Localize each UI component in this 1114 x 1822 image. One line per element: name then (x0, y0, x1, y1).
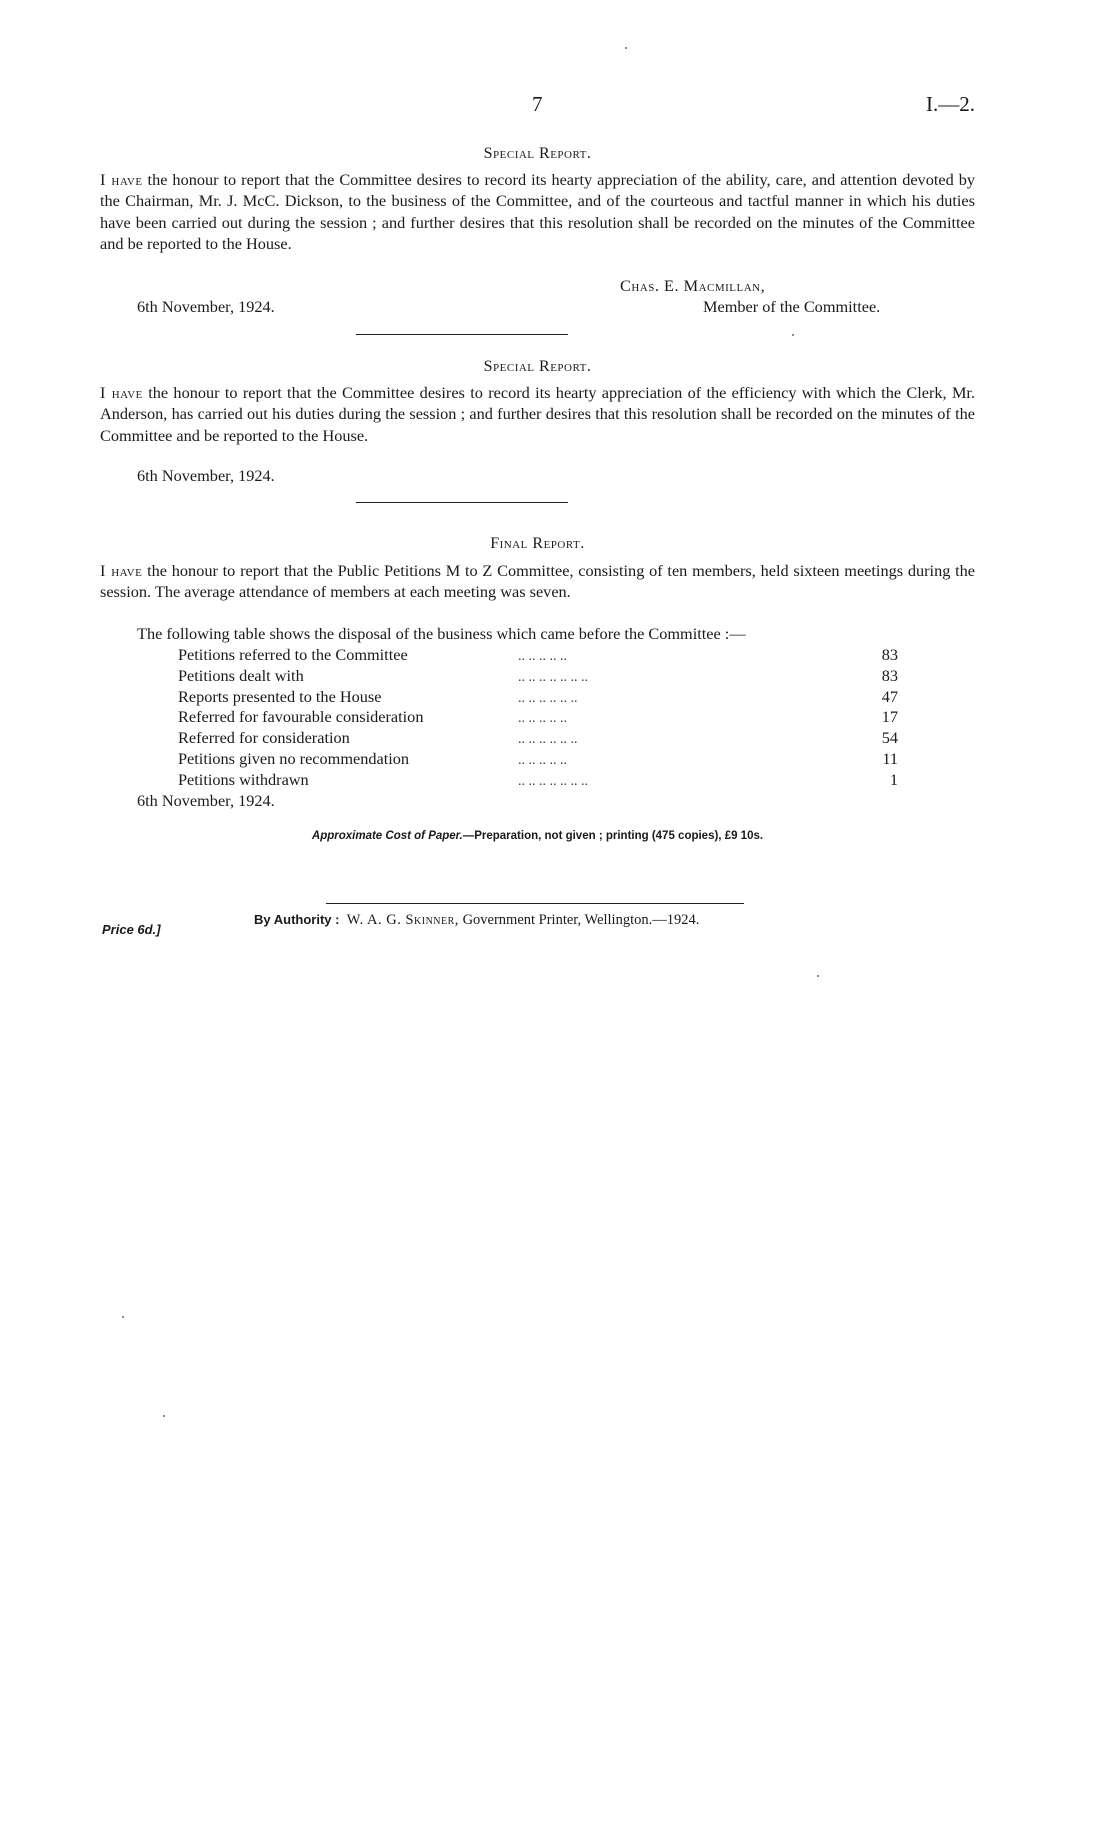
special-report-1-text: the honour to report that the Committee desires to record its hearty appreciation of the ability, care, and attention devoted by the Chairman, Mr. J. McC. Dickson, to the business of the Committee, and of the courteous and tactful manner in which his duties have been carried out during the session ; and further desires that this resolution shall be recorded on the minutes of the Committee and be reported to the House. (100, 170, 975, 253)
special-report-1-body (100, 169, 975, 254)
leader-dots: .. .. .. .. .. .. (518, 690, 578, 706)
row-value: 1 (889, 769, 898, 789)
section-divider (356, 502, 568, 503)
table-row (178, 770, 898, 791)
row-value: 83 (881, 645, 898, 664)
special-report-2-opening: I have (100, 383, 143, 402)
final-report-text: the honour to report that the Public Petitions M to Z Committee, consisting of ten members, held sixteen meetings during the session. The average attendance of members at each meeting was seven. (100, 561, 976, 602)
cost-of-paper (100, 830, 975, 842)
final-report-date: 6th November, 1924. (137, 791, 275, 810)
disposal-table (178, 645, 898, 791)
table-row (178, 728, 898, 749)
row-label: Reports presented to the House (178, 686, 382, 706)
imprint-divider (326, 903, 744, 904)
imprint-printer-name: W. A. G. Skinner, (346, 912, 459, 928)
section-divider (356, 334, 568, 335)
leader-dots: .. .. .. .. .. .. (518, 732, 578, 748)
scan-speck (817, 975, 819, 977)
special-report-2-text: the honour to report that the Committee desires to record its hearty appreciation of the efficiency with which the Clerk, Mr. Anderson, has carried out his duties during the session ; and further desires that this resolution shall be recorded on the minutes of the Committee and be reported to the House. (100, 383, 976, 445)
page-number: 7 (532, 92, 543, 116)
row-value: 11 (882, 748, 898, 768)
signatory-title: Member of the Committee. (703, 297, 881, 316)
scan-speck (122, 1316, 124, 1318)
cost-label: Approximate Cost of Paper. (311, 830, 463, 842)
special-report-2-heading: Special Report. (483, 358, 592, 375)
scan-speck (792, 334, 794, 336)
cost-details: —Preparation, not given ; printing (475 copies), £9 10s. (462, 830, 764, 842)
special-report-1-date: 6th November, 1924. (137, 297, 275, 316)
table-row (178, 645, 898, 666)
row-value: 47 (881, 686, 898, 706)
special-report-2-body (100, 382, 975, 446)
row-value: 83 (881, 665, 898, 685)
table-row (178, 707, 898, 728)
printer-imprint (254, 912, 699, 929)
table-intro: The following table shows the disposal of the business which came before the Committee :— (137, 624, 746, 643)
signatory-name: Chas. E. Macmillan, (620, 276, 766, 295)
imprint-authority: By Authority : (254, 912, 340, 927)
paper-reference: I.—2. (926, 92, 975, 116)
table-row (178, 749, 898, 770)
page-header (100, 92, 975, 122)
row-label: Referred for consideration (178, 728, 350, 748)
row-label: Petitions given no recommendation (178, 748, 410, 768)
leader-dots: .. .. .. .. .. .. .. (518, 773, 588, 789)
imprint-location: Government Printer, Wellington.—1924. (462, 912, 700, 928)
final-report-opening: I have (100, 561, 143, 580)
leader-dots: .. .. .. .. .. (518, 649, 567, 664)
special-report-2-date: 6th November, 1924. (137, 466, 275, 485)
table-row (178, 666, 898, 687)
special-report-1-heading: Special Report. (483, 145, 592, 162)
row-value: 54 (881, 728, 898, 748)
scan-speck (625, 47, 627, 49)
row-label: Petitions withdrawn (178, 769, 309, 789)
row-label: Petitions referred to the Committee (178, 645, 408, 664)
leader-dots: .. .. .. .. .. (518, 711, 567, 727)
special-report-1-opening: I have (100, 170, 143, 189)
table-row (178, 687, 898, 708)
row-label: Petitions dealt with (178, 665, 304, 685)
row-value: 17 (881, 707, 898, 727)
scan-speck (163, 1415, 165, 1417)
final-report-heading: Final Report. (490, 535, 585, 552)
leader-dots: .. .. .. .. .. .. .. (518, 669, 588, 685)
leader-dots: .. .. .. .. .. (518, 752, 567, 768)
price-label: Price 6d.] (102, 922, 161, 937)
final-report-body (100, 560, 975, 603)
row-label: Referred for favourable consideration (178, 707, 424, 727)
document-page (100, 0, 975, 1822)
